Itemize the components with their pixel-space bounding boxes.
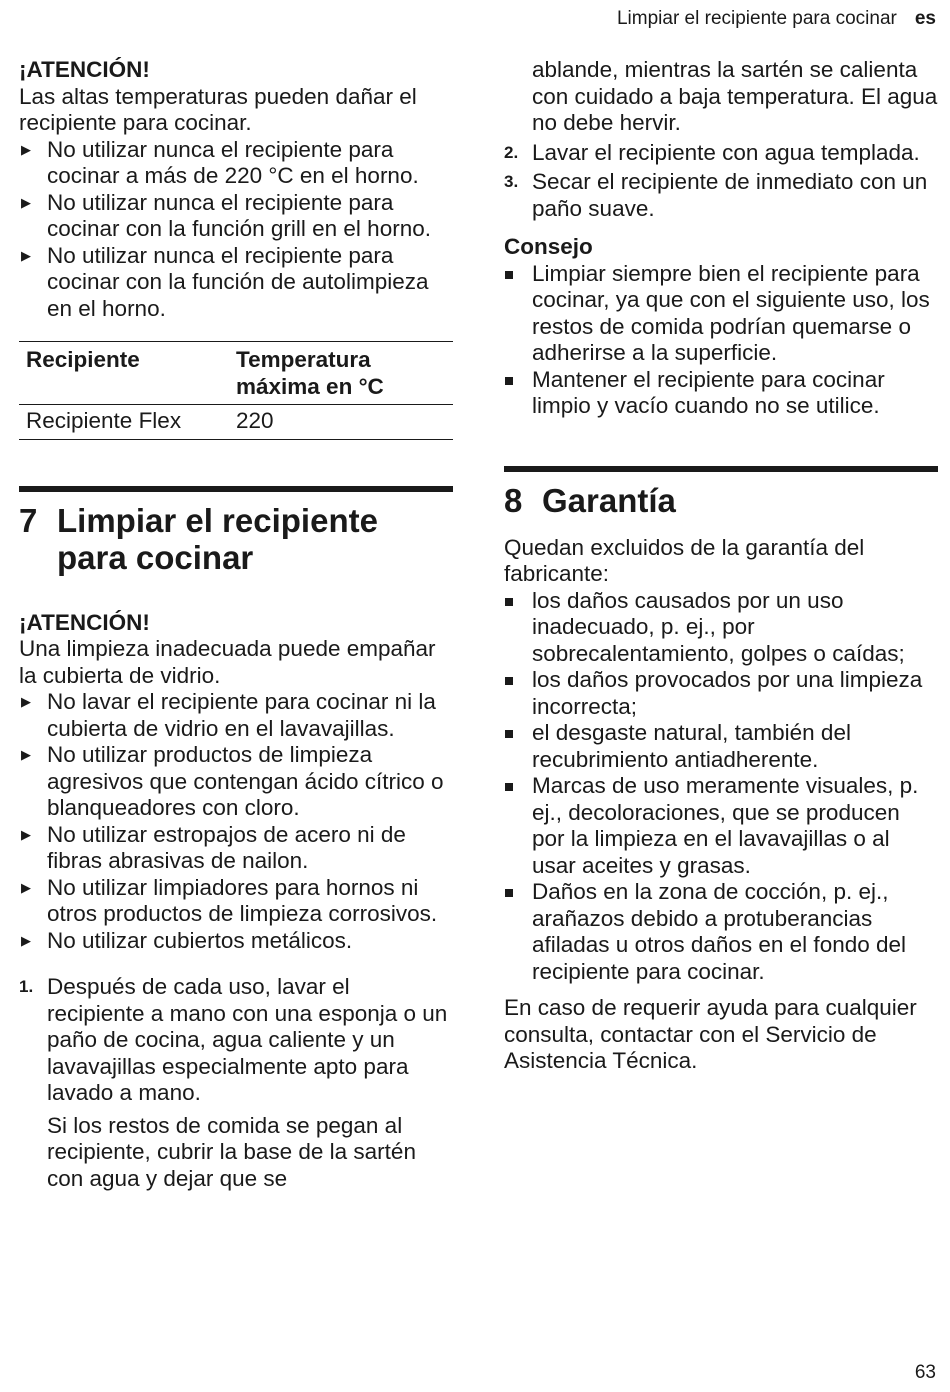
list-item: Limpiar siempre bien el recipiente para cocinar, ya que con el siguiente uso, los restos de comida podrían quemarse o adherirse a la superficie. bbox=[504, 261, 938, 367]
tip-title: Consejo bbox=[504, 234, 593, 259]
numbered-step: 2. Lavar el recipiente con agua templada. bbox=[504, 139, 920, 165]
numbered-step: 3. Secar el recipiente de inmediato con un paño suave. bbox=[504, 169, 928, 221]
section-number: 8 bbox=[504, 481, 523, 519]
triangle-bullet-icon: ▶ bbox=[21, 747, 31, 762]
list-item: ▶ No utilizar cubiertos metálicos. bbox=[21, 927, 353, 953]
section-heading: 8 Garantía bbox=[504, 481, 676, 519]
list-item: ▶ No utilizar productos de limpieza agresivos que contengan ácido cítrico o blanqueadores con cloro. bbox=[21, 742, 444, 820]
right-column bbox=[504, 57, 938, 1075]
step-note-continuation: ablande, mientras la sartén se calienta con cuidado a baja temperatura. El agua no debe hervir. bbox=[532, 57, 938, 135]
warning-title: ¡ATENCIÓN! bbox=[19, 609, 150, 635]
warning-block-temperature bbox=[19, 57, 453, 322]
triangle-bullet-icon: ▶ bbox=[21, 247, 31, 263]
warning-intro: Las altas temperaturas pueden dañar el recipiente para cocinar. bbox=[19, 83, 417, 135]
triangle-bullet-icon: ▶ bbox=[21, 141, 31, 157]
square-bullet-icon bbox=[505, 598, 513, 606]
list-item: el desgaste natural, también del recubrimiento antiadherente. bbox=[504, 720, 938, 773]
section-divider bbox=[504, 466, 938, 472]
square-bullet-icon bbox=[505, 889, 513, 897]
section-heading: 7 Limpiar el recipiente para cocinar bbox=[19, 501, 378, 576]
triangle-bullet-icon: ▶ bbox=[21, 826, 31, 842]
table-header-cell: Recipiente bbox=[19, 342, 229, 405]
list-item: ▶ No utilizar nunca el recipiente para cocinar a más de 220 °C en el horno. bbox=[21, 136, 419, 188]
left-column bbox=[19, 57, 453, 1192]
triangle-bullet-icon: ▶ bbox=[21, 879, 31, 895]
table-header-cell: Temperatura máxima en °C bbox=[229, 342, 453, 405]
list-item: Marcas de uso meramente visuales, p. ej., decoloraciones, que se producen por la limpieza en el lavavajillas o al usar aceites y grasas. bbox=[504, 773, 938, 879]
list-item: los daños provocados por una limpieza incorrecta; bbox=[504, 667, 938, 720]
header-title: Limpiar el recipiente para cocinar bbox=[616, 8, 897, 29]
table-cell: Recipiente Flex bbox=[19, 405, 229, 440]
list-item: ▶ No utilizar nunca el recipiente para cocinar con la función de autolimpieza en el horno. bbox=[21, 242, 429, 321]
temperature-table bbox=[19, 341, 453, 440]
triangle-bullet-icon: ▶ bbox=[21, 694, 31, 709]
warranty-intro: Quedan excluidos de la garantía del fabricante: bbox=[504, 534, 865, 586]
warranty-block bbox=[504, 535, 938, 1075]
section-divider bbox=[19, 486, 453, 492]
square-bullet-icon bbox=[505, 377, 513, 385]
warning-block-cleaning bbox=[19, 610, 453, 955]
language-code: es bbox=[914, 8, 936, 29]
triangle-bullet-icon: ▶ bbox=[21, 194, 31, 210]
list-item: ▶ No lavar el recipiente para cocinar ni la cubierta de vidrio en el lavavajillas. bbox=[21, 689, 436, 741]
triangle-bullet-icon: ▶ bbox=[21, 932, 31, 948]
table-cell: 220 bbox=[229, 405, 453, 440]
list-item: Daños en la zona de cocción, p. ej., arañazos debido a protuberancias afiladas u otros daños en el fondo del recipiente para cocinar. bbox=[504, 879, 938, 985]
page-number: 63 bbox=[914, 1362, 936, 1383]
step-number: 1. bbox=[19, 977, 34, 996]
list-item: ▶ No utilizar limpiadores para hornos ni otros productos de limpieza corrosivos. bbox=[21, 874, 438, 926]
warranty-outro: En caso de requerir ayuda para cualquier consulta, contactar con el Servicio de Asistencia Técnica. bbox=[504, 995, 917, 1073]
step-number: 2. bbox=[504, 142, 519, 162]
table-header-row bbox=[19, 342, 453, 405]
running-header bbox=[617, 8, 936, 30]
square-bullet-icon bbox=[505, 783, 513, 791]
table-row bbox=[19, 405, 453, 440]
step-note: Si los restos de comida se pegan al recipiente, cubrir la base de la sartén con agua y dejar que se bbox=[47, 1112, 416, 1191]
section-number: 7 bbox=[19, 501, 38, 539]
warning-intro: Una limpieza inadecuada puede empañar la cubierta de vidrio. bbox=[19, 636, 436, 688]
tip-block bbox=[504, 234, 938, 420]
list-item: Mantener el recipiente para cocinar limpio y vacío cuando no se utilice. bbox=[504, 367, 938, 420]
numbered-step: 1. Después de cada uso, lavar el recipiente a mano con una esponja o un paño de cocina, agua caliente y un lavavajillas especialmente apto para lavado a mano. bbox=[19, 974, 448, 1105]
step-number: 3. bbox=[504, 172, 519, 191]
list-item: los daños causados por un uso inadecuado, p. ej., por sobrecalentamiento, golpes o caídas; bbox=[504, 588, 938, 668]
list-item: ▶ No utilizar estropajos de acero ni de fibras abrasivas de nailon. bbox=[21, 821, 406, 873]
list-item: ▶ No utilizar nunca el recipiente para cocinar con la función grill en el horno. bbox=[21, 189, 431, 241]
warning-title: ¡ATENCIÓN! bbox=[19, 57, 150, 82]
square-bullet-icon bbox=[505, 271, 513, 279]
square-bullet-icon bbox=[505, 730, 513, 738]
square-bullet-icon bbox=[505, 677, 513, 685]
